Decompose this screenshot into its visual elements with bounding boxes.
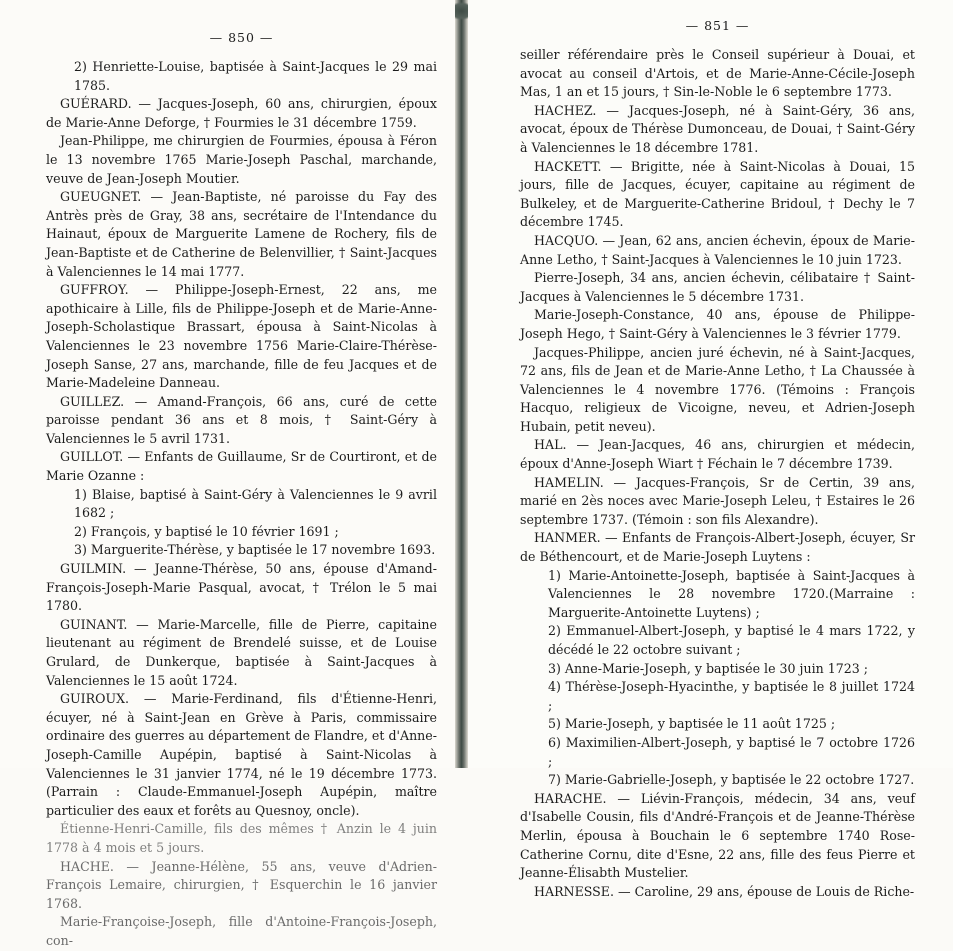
- right-page: [468, 0, 953, 899]
- register-entry: 2) Henriette-Louise, baptisée à Saint-Jacques le 29 mai 1785.: [74, 59, 437, 93]
- register-entry: HAMELIN. — Jacques-François, Sr de Certin, 39 ans, marié en 2ès noces avec Marie-Joseph Leleu, † Estaires le 26 septembre 1737. (Témoin : son fils Alexandre).: [520, 474, 915, 527]
- register-entry: GUFFROY. — Philippe-Joseph-Ernest, 22 ans, me apothicaire à Lille, fils de Philippe-Joseph et de Marie-Anne-Joseph-Scholastique Brassart, épousa à Saint-Nicolas à Valenciennes le 23 novembre 1756 Marie-Claire-Thérèse-Joseph Sanse, 27 ans, marchande, fille de feu Jacques et de Marie-Madeleine Danneau.: [46, 282, 437, 391]
- register-entry: Marie-Françoise-Joseph, fille d'Antoine-François-Joseph, con-: [46, 914, 437, 948]
- register-entry: GUILMIN. — Jeanne-Thérèse, 50 ans, épouse d'Amand-François-Joseph-Marie Pasqual, avocat, † Trélon le 5 mai 1780.: [46, 561, 437, 614]
- register-entry: GUIROUX. — Marie-Ferdinand, fils d'Étienne-Henri, écuyer, né à Saint-Jean en Grève à Paris, commissaire ordinaire des guerres au département de Flandre, et d'Anne-Joseph-Camille Aupépin, baptisé à Saint-Nicolas à Valenciennes le 31 janvier 1774, né le 19 décembre 1773. (Parrain : Claude-Emmanuel-Joseph Aupépin, maître particulier des eaux et forêts au Quesnoy, oncle).: [46, 691, 437, 818]
- register-entry: Jacques-Philippe, ancien juré échevin, né à Saint-Jacques, 72 ans, fils de Jean et de Marie-Anne Letho, † La Chaussée à Valenciennes le 4 novembre 1776. (Témoins : François Hacquo, religieux de Vicoigne, neveu, et Adrien-Joseph Hubain, petit neveu).: [520, 344, 915, 434]
- register-entry: Marie-Joseph-Constance, 40 ans, épouse de Philippe-Joseph Hego, † Saint-Géry à Valenciennes le 3 février 1779.: [520, 307, 915, 341]
- register-entry: HAL. — Jean-Jacques, 46 ans, chirurgien et médecin, époux d'Anne-Joseph Wiart † Féchain le 7 décembre 1739.: [520, 437, 915, 472]
- register-entry: seiller référendaire près le Conseil supérieur à Douai, et avocat au conseil d'Artois, et de Marie-Anne-Cécile-Joseph Mas, 1 an et 15 jours, † Sin-le-Noble le 6 septembre 1773.: [520, 47, 915, 100]
- register-entry: 2) François, y baptisé le 10 février 1691 ;: [74, 523, 339, 539]
- register-entry: HANMER. — Enfants de François-Albert-Joseph, écuyer, Sr de Béthencourt, et de Marie-Joseph Luytens :: [520, 530, 915, 565]
- page-number-left: — 850 —: [209, 30, 274, 45]
- register-entry: GUILLOT. — Enfants de Guillaume, Sr de Courtiront, et de Marie Ozanne :: [46, 449, 437, 484]
- book-spine: [455, 0, 468, 768]
- register-entry: HACQUO. — Jean, 62 ans, ancien échevin, époux de Marie-Anne Letho, † Saint-Jacques à Valenciennes le 10 juin 1723.: [520, 232, 915, 267]
- register-entry: GUINANT. — Marie-Marcelle, fille de Pierre, capitaine lieutenant au régiment de Brendelé suisse, et de Louise Grulard, de Dunkerque, baptisée à Saint-Jacques à Valenciennes le 15 août 1724.: [46, 616, 437, 688]
- left-entries: [46, 58, 437, 951]
- register-entry: 4) Thérèse-Joseph-Hyacinthe, y baptisée le 8 juillet 1724 ;: [548, 679, 915, 713]
- register-entry: 5) Marie-Joseph, y baptisée le 11 août 1725 ;: [548, 716, 836, 732]
- register-entry: Jean-Philippe, me chirurgien de Fourmies, épousa à Féron le 13 novembre 1765 Marie-Joseph Paschal, marchande, veuve de Jean-Joseph Moutier.: [46, 133, 437, 186]
- register-entry: HACHE. — Jeanne-Hélène, 55 ans, veuve d'Adrien-François Lemaire, chirurgien, † Esquerchin le 16 janvier 1768.: [46, 858, 437, 911]
- register-entry: 1) Blaise, baptisé à Saint-Géry à Valenciennes le 9 avril 1682 ;: [74, 486, 437, 521]
- page-number-right: — 851 —: [685, 18, 750, 33]
- register-entry: Étienne-Henri-Camille, fils des mêmes † Anzin le 4 juin 1778 à 4 mois et 5 jours.: [46, 821, 437, 855]
- register-entry: GUILLEZ. — Amand-François, 66 ans, curé de cette paroisse pendant 36 ans et 8 mois, † Saint-Géry à Valenciennes le 5 avril 1731.: [46, 393, 437, 446]
- register-entry: 7) Marie-Gabrielle-Joseph, y baptisée le 22 octobre 1727.: [548, 772, 915, 788]
- right-entries: [520, 46, 915, 901]
- register-entry: HACKETT. — Brigitte, née à Saint-Nicolas à Douai, 15 jours, fille de Jacques, écuyer, capitaine au régiment de Bulkeley, et de Marguerite-Catherine Bridoul, † Dechy le 7 décembre 1745.: [520, 158, 915, 230]
- left-page: [0, 0, 455, 948]
- register-entry: Pierre-Joseph, 34 ans, ancien échevin, célibataire † Saint-Jacques à Valenciennes le 5 décembre 1731.: [520, 270, 915, 304]
- register-entry: 6) Maximilien-Albert-Joseph, y baptisé le 7 octobre 1726 ;: [548, 734, 915, 769]
- register-entry: GUÉRARD. — Jacques-Joseph, 60 ans, chirurgien, époux de Marie-Anne Deforge, † Fourmies le 31 décembre 1759.: [46, 96, 437, 130]
- register-entry: 3) Anne-Marie-Joseph, y baptisée le 30 juin 1723 ;: [548, 660, 869, 676]
- register-entry: 3) Marguerite-Thérèse, y baptisée le 17 novembre 1693.: [74, 542, 436, 558]
- register-entry: GUEUGNET. — Jean-Baptiste, né paroisse du Fay des Antrès près de Gray, 38 ans, secrétaire de l'Intendance du Hainaut, époux de Marguerite Lamene de Rochery, fils de Jean-Baptiste et de Catherine de Belenvillier, † Saint-Jacques à Valenciennes le 14 mai 1777.: [46, 189, 437, 279]
- register-entry: 1) Marie-Antoinette-Joseph, baptisée à Saint-Jacques à Valenciennes le 28 novembre 1720.(Marraine : Marguerite-Antoinette Luytens) ;: [548, 567, 915, 620]
- register-entry: 2) Emmanuel-Albert-Joseph, y baptisé le 4 mars 1722, y décédé le 22 octobre suivant ;: [548, 623, 915, 657]
- register-entry: HARNESSE. — Caroline, 29 ans, épouse de Louis de Riche-: [534, 883, 915, 899]
- register-entry: HARACHE. — Liévin-François, médecin, 34 ans, veuf d'Isabelle Cousin, fils d'André-François et de Jeanne-Thérèse Merlin, épousa à Bouchain le 6 septembre 1740 Rose-Catherine Cornu, dite d'Esne, 22 ans, fille des feus Pierre et Jeanne-Élisabth Mustelier.: [520, 790, 915, 881]
- register-entry: HACHEZ. — Jacques-Joseph, né à Saint-Géry, 36 ans, avocat, époux de Thérèse Dumonceau, de Douai, † Saint-Géry à Valenciennes le 18 décembre 1781.: [520, 102, 915, 155]
